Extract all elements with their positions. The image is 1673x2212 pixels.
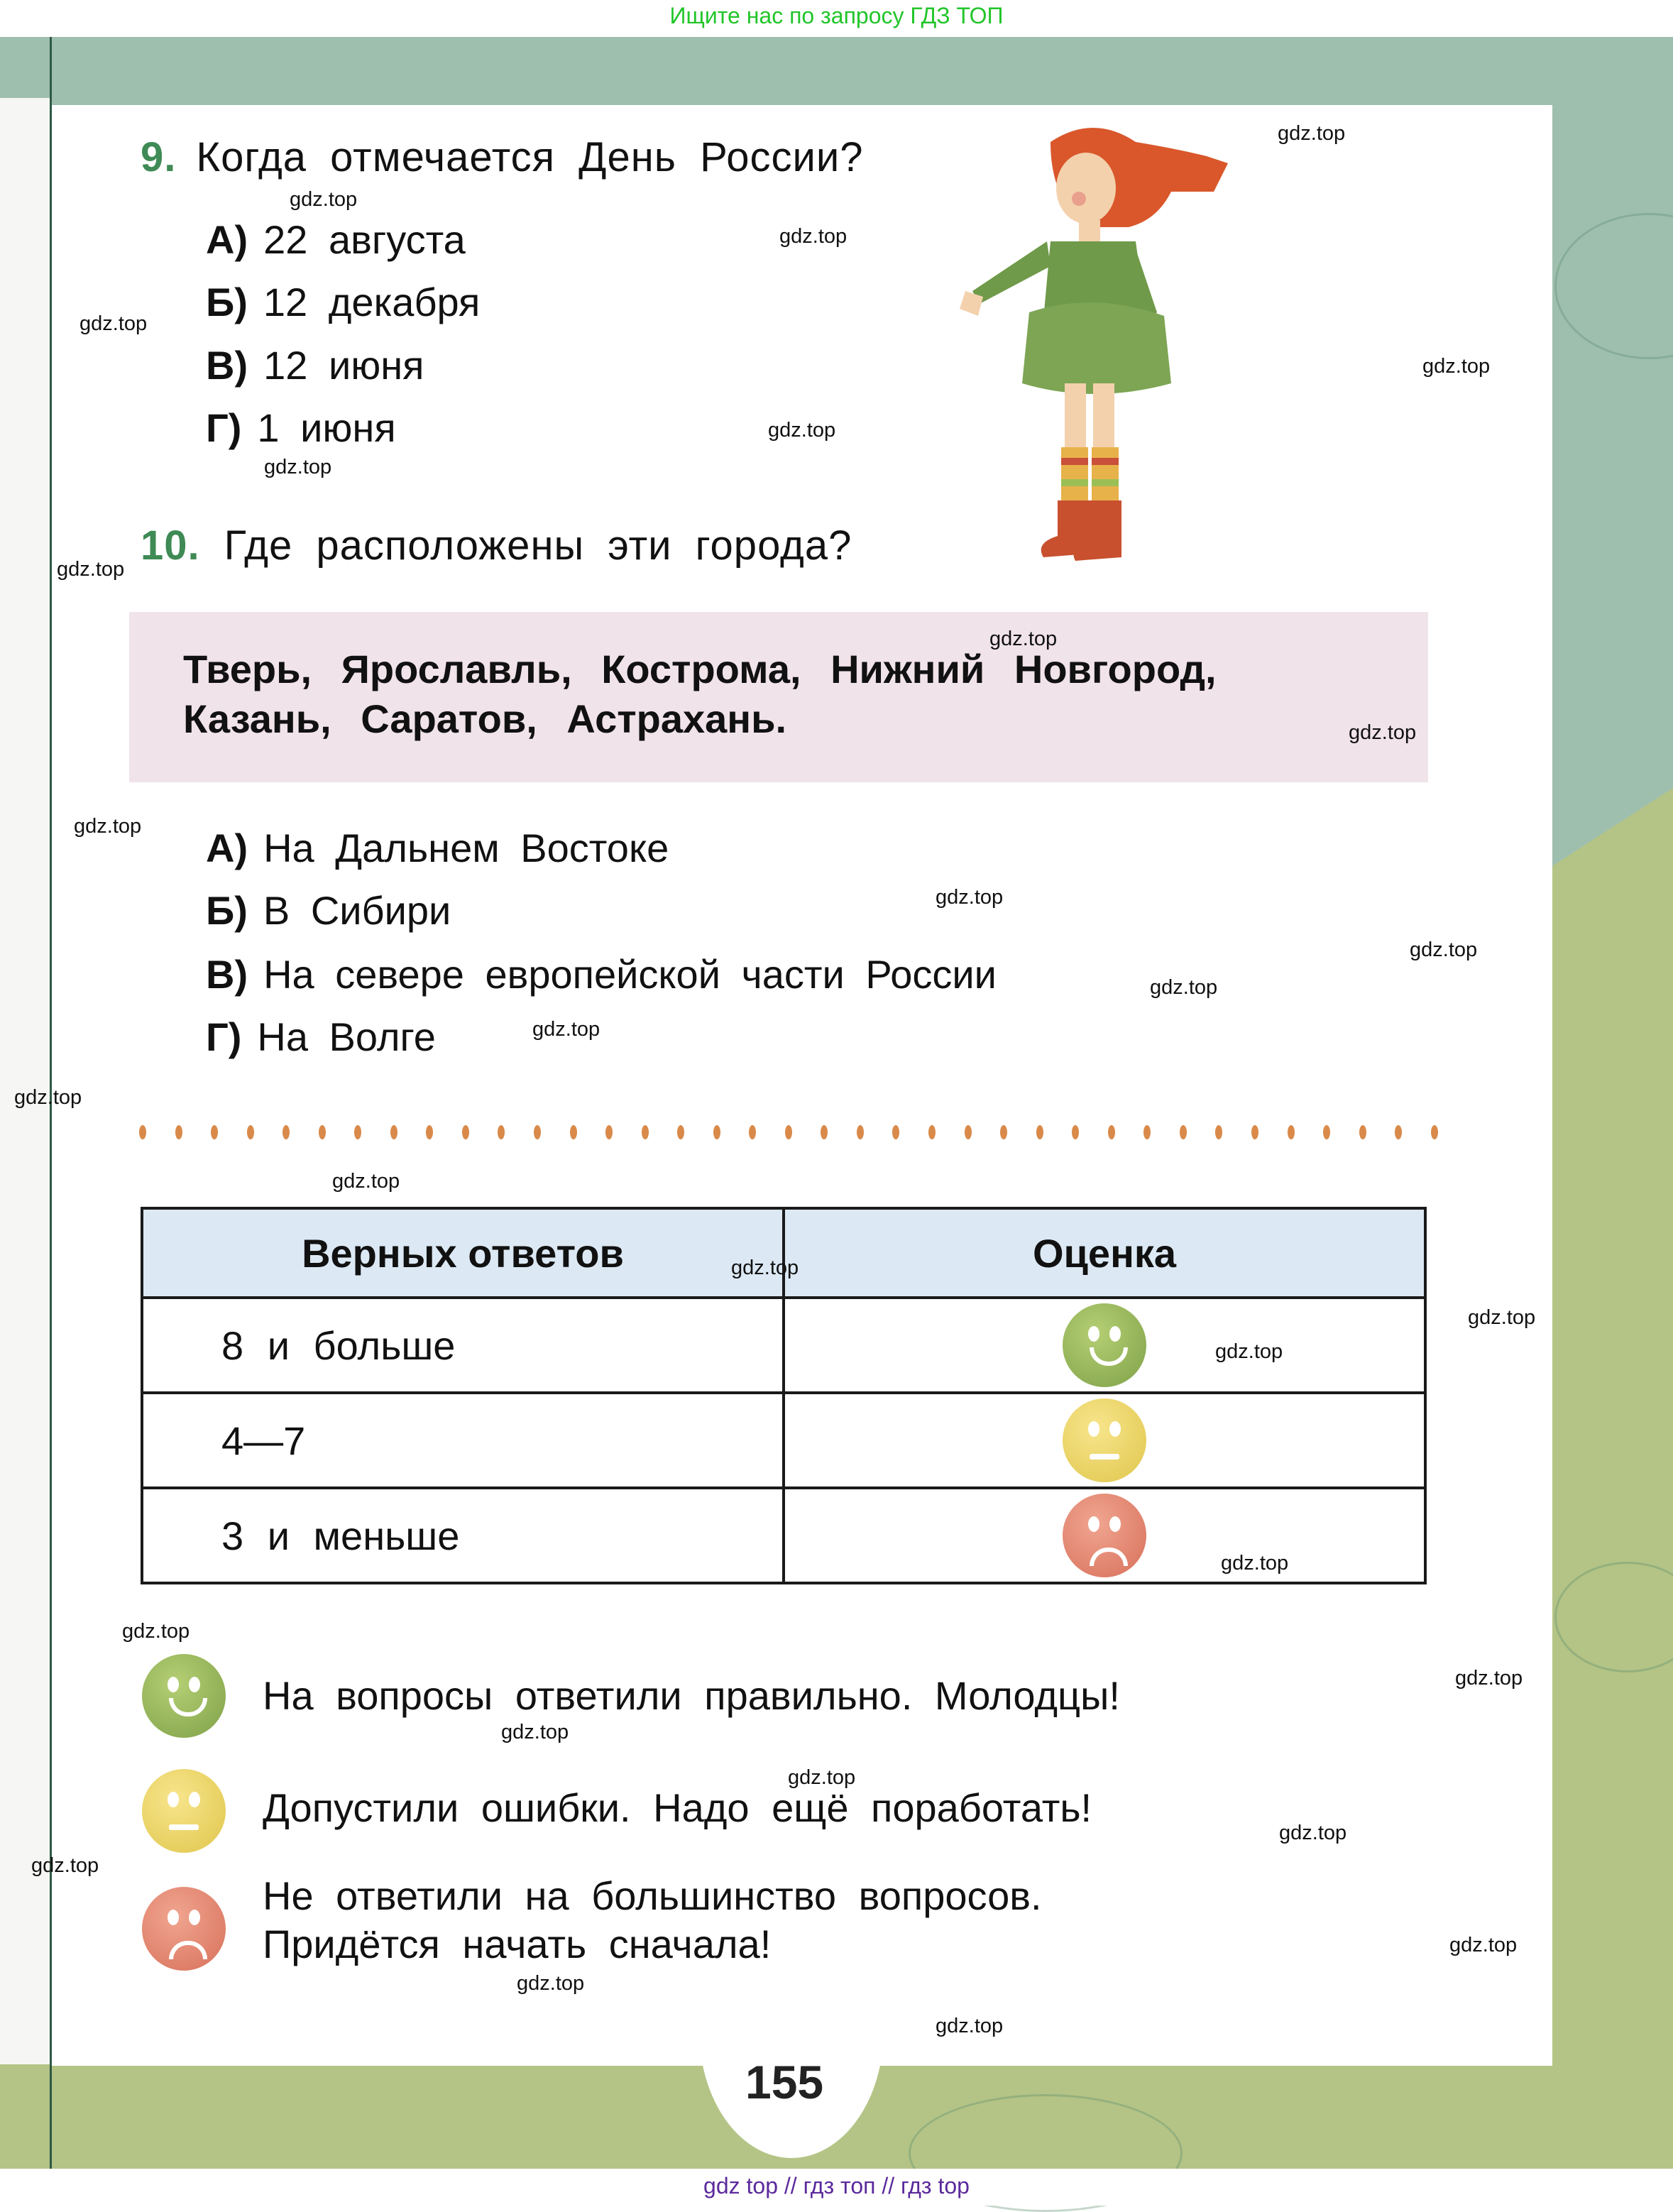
watermark[interactable]: gdz.top bbox=[264, 456, 332, 478]
top-banner-text[interactable]: Ищите нас по запросу ГДЗ ТОП bbox=[669, 3, 1004, 28]
bottom-banner bbox=[0, 2169, 1673, 2206]
watermark[interactable]: gdz.top bbox=[1150, 976, 1218, 999]
neutral-face-icon bbox=[1063, 1398, 1146, 1482]
watermark[interactable]: gdz.top bbox=[1215, 1340, 1283, 1363]
watermark[interactable]: gdz.top bbox=[31, 1854, 99, 1877]
q9-option-a[interactable]: А) 22 августа bbox=[206, 217, 466, 262]
watermark[interactable]: gdz.top bbox=[1455, 1667, 1523, 1690]
happy-face-icon bbox=[1063, 1303, 1146, 1387]
watermark[interactable]: gdz.top bbox=[731, 1256, 799, 1279]
watermark[interactable]: gdz.top bbox=[57, 558, 125, 581]
sad-face-icon bbox=[1063, 1494, 1146, 1577]
q9-option-b[interactable]: Б) 12 декабря bbox=[206, 280, 481, 324]
q10-option-c[interactable]: В) На севере европейской части России bbox=[206, 952, 997, 997]
watermark[interactable]: gdz.top bbox=[332, 1170, 400, 1193]
watermark[interactable]: gdz.top bbox=[788, 1766, 856, 1789]
q10-option-b[interactable]: Б) В Сибири bbox=[206, 888, 451, 933]
watermark[interactable]: gdz.top bbox=[779, 225, 848, 248]
q9-option-c[interactable]: В) 12 июня bbox=[206, 343, 424, 388]
watermark[interactable]: gdz.top bbox=[1410, 938, 1478, 961]
watermark[interactable]: gdz.top bbox=[1449, 1934, 1518, 1956]
table-row bbox=[142, 1393, 1425, 1488]
watermark[interactable]: gdz.top bbox=[532, 1018, 600, 1041]
question-10-text: Где расположены эти города? bbox=[224, 522, 852, 569]
legend-sad-text-1: Не ответили на большинство вопросов. bbox=[263, 1873, 1042, 1918]
watermark[interactable]: gdz.top bbox=[936, 2015, 1004, 2037]
cities-line-2: Казань, Саратов, Астрахань. bbox=[183, 696, 787, 741]
watermark[interactable]: gdz.top bbox=[1221, 1552, 1289, 1575]
q10-option-a[interactable]: А) На Дальнем Востоке bbox=[206, 826, 669, 870]
dotted-separator bbox=[139, 1124, 1438, 1141]
top-banner bbox=[0, 0, 1673, 37]
grade-table-header bbox=[142, 1208, 1425, 1298]
answers-count: 8 и больше bbox=[142, 1298, 784, 1393]
watermark[interactable]: gdz.top bbox=[290, 188, 358, 211]
left-page-edge bbox=[0, 98, 50, 2064]
legend-sad-text-2: Придётся начать сначала! bbox=[263, 1922, 772, 1966]
watermark[interactable]: gdz.top bbox=[122, 1620, 190, 1643]
question-9-text: Когда отмечается День России? bbox=[196, 134, 864, 180]
page-number: 155 bbox=[745, 2056, 824, 2108]
header-correct-answers: Верных ответов bbox=[142, 1208, 784, 1298]
watermark[interactable]: gdz.top bbox=[1279, 1822, 1347, 1844]
header-grade: Оценка bbox=[784, 1208, 1425, 1298]
watermark[interactable]: gdz.top bbox=[501, 1721, 569, 1743]
watermark[interactable]: gdz.top bbox=[1278, 122, 1346, 145]
watermark[interactable]: gdz.top bbox=[517, 1972, 585, 1995]
bottom-banner-text[interactable]: gdz top // гдз топ // гдз top bbox=[703, 2173, 970, 2199]
legend-happy-text: На вопросы ответили правильно. Молодцы! bbox=[263, 1673, 1120, 1718]
q9-option-d[interactable]: Г) 1 июня bbox=[206, 405, 396, 450]
watermark[interactable]: gdz.top bbox=[79, 312, 148, 335]
watermark[interactable]: gdz.top bbox=[1468, 1306, 1536, 1329]
sad-face-icon bbox=[142, 1887, 226, 1971]
question-10 bbox=[141, 522, 852, 569]
question-9 bbox=[141, 133, 864, 181]
happy-face-icon bbox=[142, 1654, 226, 1738]
watermark[interactable]: gdz.top bbox=[14, 1086, 82, 1109]
neutral-face-icon bbox=[142, 1769, 226, 1853]
watermark[interactable]: gdz.top bbox=[936, 886, 1004, 909]
q10-option-d[interactable]: Г) На Волге bbox=[206, 1014, 436, 1059]
background-green-right bbox=[1552, 788, 1673, 2169]
answers-count: 4—7 bbox=[142, 1393, 784, 1488]
watermark[interactable]: gdz.top bbox=[74, 815, 142, 838]
legend-neutral-text: Допустили ошибки. Надо ещё поработать! bbox=[263, 1785, 1092, 1830]
answers-count: 3 и меньше bbox=[142, 1488, 784, 1583]
cities-line-1: Тверь, Ярославль, Кострома, Нижний Новгород, bbox=[183, 647, 1217, 691]
watermark[interactable]: gdz.top bbox=[1349, 721, 1417, 744]
question-10-number: 10. bbox=[141, 522, 200, 569]
girl-illustration bbox=[944, 114, 1242, 568]
watermark[interactable]: gdz.top bbox=[768, 419, 836, 442]
watermark[interactable]: gdz.top bbox=[1422, 355, 1491, 378]
question-9-number: 9. bbox=[141, 134, 177, 180]
watermark[interactable]: gdz.top bbox=[989, 628, 1058, 650]
